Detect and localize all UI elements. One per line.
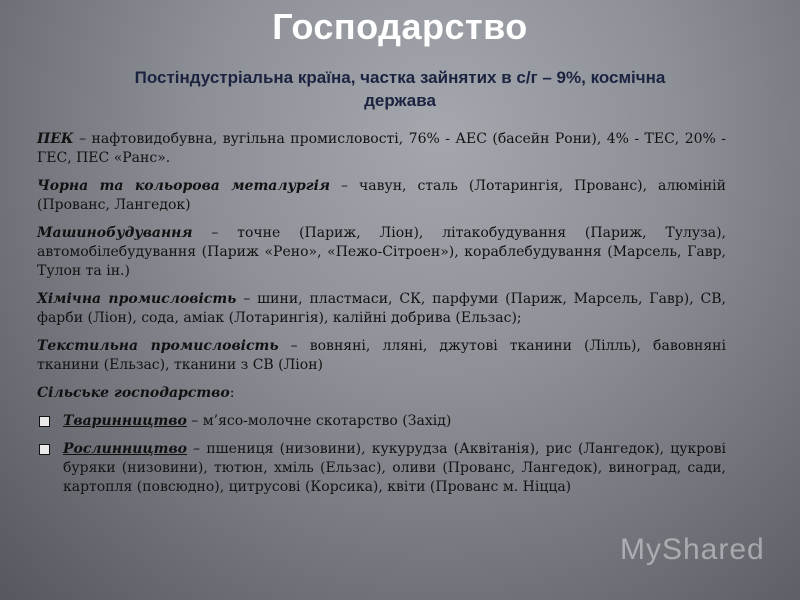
slide-title: Господарство [272, 6, 528, 47]
square-bullet-icon [39, 444, 50, 455]
bullet-crops-text: – пшениця (низовини), кукурудза (Аквітанія), рис (Лангедок), цукрові буряки (низовини), тютюн, хміль (Ельзас), оливи (Прованс, Лангедок), виноград, сади, картопля (повсюдно), цитрусові (Корсика), квіти (Прованс м. Ніцца) [63, 441, 726, 495]
term-crops: Рослинництво [63, 441, 187, 457]
paragraph-machinery [37, 224, 726, 281]
slide-content [37, 130, 726, 506]
bullet-crops [37, 440, 726, 497]
paragraph-metallurgy [37, 177, 726, 215]
paragraph-energy [37, 130, 726, 168]
agriculture-heading-colon: : [229, 385, 235, 401]
agriculture-heading-label: Сільське господарство [37, 385, 230, 401]
agriculture-heading [37, 384, 726, 403]
paragraph-metallurgy-text: – чавун, сталь (Лотарингія, Прованс), алюміній (Прованс, Лангедок) [37, 178, 726, 213]
slide-subtitle: Постіндустріальна країна, частка зайнятих в с/г – 9%, космічна держава [134, 68, 666, 110]
paragraph-textile-text: – вовняні, лляні, джутові тканини (Лілль), бавовняні тканини (Ельзас), тканини з СВ (Ліон) [37, 338, 726, 373]
paragraph-chemical [37, 290, 726, 328]
term-energy: ПЕК [37, 131, 74, 147]
square-bullet-icon [39, 416, 50, 427]
term-textile: Текстильна промисловість [37, 338, 279, 354]
bullet-livestock-text: – м’ясо-молочне скотарство (Захід) [186, 413, 452, 429]
term-metallurgy: Чорна та кольорова металургія [37, 178, 331, 194]
bullet-livestock [37, 412, 726, 431]
paragraph-chemical-text: – шини, пластмаси, СК, парфуми (Париж, Марсель, Гавр), СВ, фарби (Ліон), сода, аміак (Лотарингія), калійні добрива (Ельзас); [37, 291, 726, 326]
paragraph-textile [37, 337, 726, 375]
paragraph-energy-text: – нафтовидобувна, вугільна промисловості, 76% - АЕС (басейн Рони), 4% - ТЕС, 20% - ГЕС, ПЕС «Ранс». [37, 131, 726, 166]
term-machinery: Машинобудування [37, 225, 193, 241]
term-chemical: Хімічна промисловість [37, 291, 237, 307]
watermark: MyShared [620, 533, 765, 566]
paragraph-machinery-text: – точне (Париж, Ліон), літакобудування (Париж, Тулуза), автомобілебудування (Париж «Рено», «Пежо-Сітроен»), кораблебудування (Марсель, Гавр, Тулон та ін.) [37, 225, 726, 279]
term-livestock: Тваринництво [63, 413, 187, 429]
